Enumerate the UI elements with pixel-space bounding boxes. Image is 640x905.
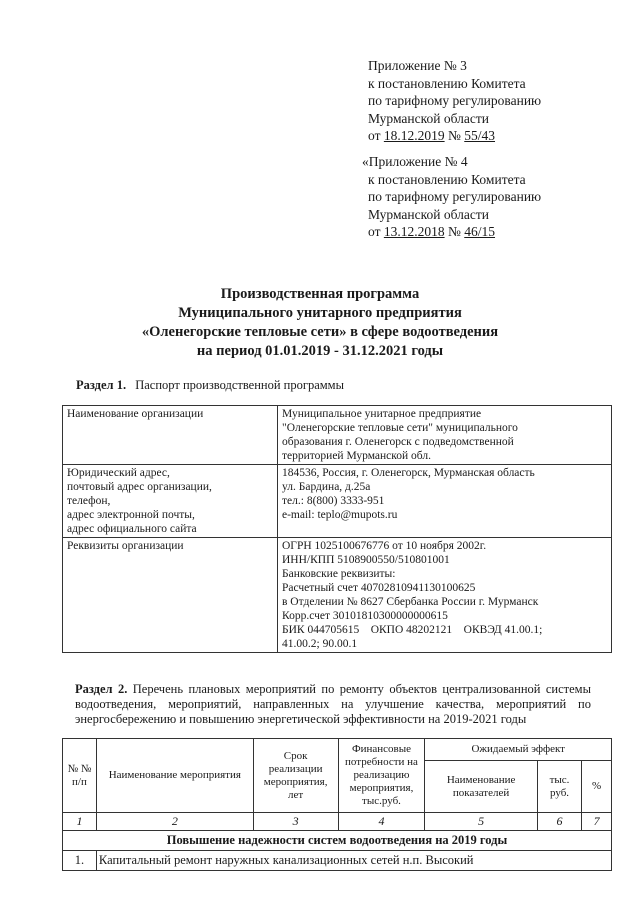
passport-value-line: территорией Мурманской обл.: [282, 450, 431, 462]
passport-key: [63, 465, 278, 538]
passport-key-text: Юридический адрес,: [67, 467, 170, 479]
column-number: 4: [338, 813, 425, 831]
passport-key-text: Наименование организации: [67, 408, 204, 420]
appendix-3-line-4: Мурманской области: [368, 110, 489, 126]
appendix-3-line-2: к постановлению Комитета: [368, 75, 526, 91]
appendix-3-line-3: по тарифному регулированию: [368, 93, 542, 108]
col-finance-header: Финансовые потребности на реализацию мероприятия, тыс.руб.: [338, 739, 425, 813]
row-text: Капитальный ремонт наружных канализационных сетей н.п. Высокий: [96, 851, 611, 871]
column-number: 2: [96, 813, 253, 831]
date-prefix: от: [368, 128, 381, 143]
appendix-4-line-3: по тарифному регулированию: [368, 189, 542, 204]
col-rub-header: тыс. руб.: [537, 761, 582, 813]
col-number-header: № № п/п: [63, 739, 97, 813]
section-2-text: Перечень плановых мероприятий по ремонту объектов централизованной системы водоотведения, мероприятий, направленных на улучшение качества, мероприятий по энергосбережению и повышению энергетической эффективности на 2019-2021 годы: [75, 682, 591, 726]
title-line-1: Производственная программа: [220, 286, 420, 302]
passport-value: [278, 538, 612, 653]
passport-key: [63, 538, 278, 653]
column-number: 6: [537, 813, 582, 831]
passport-value-line: "Оленегорские тепловые сети" муниципального: [282, 422, 518, 434]
passport-value: [278, 406, 612, 465]
title-line-3: «Оленегорские тепловые сети» в сфере водоотведения: [141, 324, 499, 340]
passport-key-text: адрес официального сайта: [67, 523, 197, 535]
section-1-heading: [76, 378, 344, 393]
section-2-label: Раздел 2.: [75, 682, 128, 696]
appendix-3-date-line: [368, 127, 541, 145]
passport-value-line: ИНН/КПП 5108900550/510801001: [282, 554, 450, 566]
section-1-text: Паспорт производственной программы: [135, 378, 344, 392]
number-prefix: №: [447, 224, 461, 239]
table-row: [63, 851, 612, 871]
row-number: 1.: [63, 851, 97, 871]
appendix-4-header: [362, 153, 541, 241]
passport-value-line: Расчетный счет 40702810941130100625: [282, 582, 476, 594]
appendix-4-line-4: Мурманской области: [368, 206, 489, 222]
passport-key-text: адрес электронной почты,: [67, 509, 195, 521]
passport-value-line: Корр.счет 30101810300000000615: [282, 610, 448, 622]
passport-value-line: Муниципальное унитарное предприятие: [282, 408, 482, 420]
appendix-3-header: [368, 57, 541, 145]
col-name-header: Наименование мероприятия: [96, 739, 253, 813]
measures-table: [62, 738, 612, 871]
passport-value-line: ОГРН 1025100676776 от 10 ноября 2002г.: [282, 540, 487, 552]
passport-value-line: 184536, Россия, г. Оленегорск, Мурманская область: [282, 467, 535, 479]
passport-value-line: тел.: 8(800) 3333-951: [282, 495, 385, 507]
passport-key-text: почтовый адрес организации,: [67, 481, 212, 493]
passport-value-line: БИК 044705615 ОКПО 48202121 ОКВЭД 41.00.1;: [282, 624, 543, 636]
col-effect-header: Ожидаемый эффект: [425, 739, 612, 761]
passport-value-line: e-mail: teplo@mupots.ru: [282, 509, 398, 521]
passport-value-line: 41.00.2; 90.00.1: [282, 638, 358, 650]
passport-value-line: образования г. Оленегорск с подведомственной: [282, 436, 514, 448]
number-prefix: №: [447, 128, 461, 143]
col-percent-header: %: [582, 761, 612, 813]
appendix-3-line-1: Приложение № 3: [368, 58, 467, 73]
appendix-4-line-2: к постановлению Комитета: [368, 171, 526, 187]
header-row-1: [63, 739, 612, 761]
appendix-4-number: 46/15: [464, 224, 496, 239]
appendix-4-line-1: «Приложение № 4: [362, 154, 468, 169]
title-line-2: Муниципального унитарного предприятия: [178, 305, 462, 321]
document-title: [0, 285, 640, 361]
col-term-header: Срок реализации мероприятия, лет: [253, 739, 338, 813]
section-2-heading: [75, 682, 591, 727]
group-title: Повышение надежности систем водоотведения на 2019 годы: [63, 831, 612, 851]
section-1-label: Раздел 1.: [76, 378, 127, 392]
column-number: 1: [63, 813, 97, 831]
passport-row-address: [63, 465, 612, 538]
title-line-4: на период 01.01.2019 - 31.12.2021 годы: [196, 343, 444, 359]
passport-key-text: телефон,: [67, 495, 111, 507]
group-row: [63, 831, 612, 851]
appendix-4-date-line: [362, 223, 541, 241]
column-number: 3: [253, 813, 338, 831]
appendix-4-date: 13.12.2018: [383, 224, 445, 239]
column-number: 7: [582, 813, 612, 831]
passport-row-requisites: [63, 538, 612, 653]
col-indicators-header: Наименование показателей: [425, 761, 537, 813]
passport-value-line: в Отделении № 8627 Сбербанка России г. Мурманск: [282, 596, 539, 608]
passport-value: [278, 465, 612, 538]
column-numbers-row: [63, 813, 612, 831]
appendix-3-number: 55/43: [464, 128, 496, 143]
passport-key: [63, 406, 278, 465]
appendix-3-date: 18.12.2019: [383, 128, 445, 143]
passport-value-line: ул. Бардина, д.25а: [282, 481, 371, 493]
passport-row-name: [63, 406, 612, 465]
date-prefix: от: [368, 224, 381, 239]
passport-table: [62, 405, 612, 653]
passport-key-text: Реквизиты организации: [67, 540, 184, 552]
passport-value-line: Банковские реквизиты:: [282, 568, 396, 580]
column-number: 5: [425, 813, 537, 831]
